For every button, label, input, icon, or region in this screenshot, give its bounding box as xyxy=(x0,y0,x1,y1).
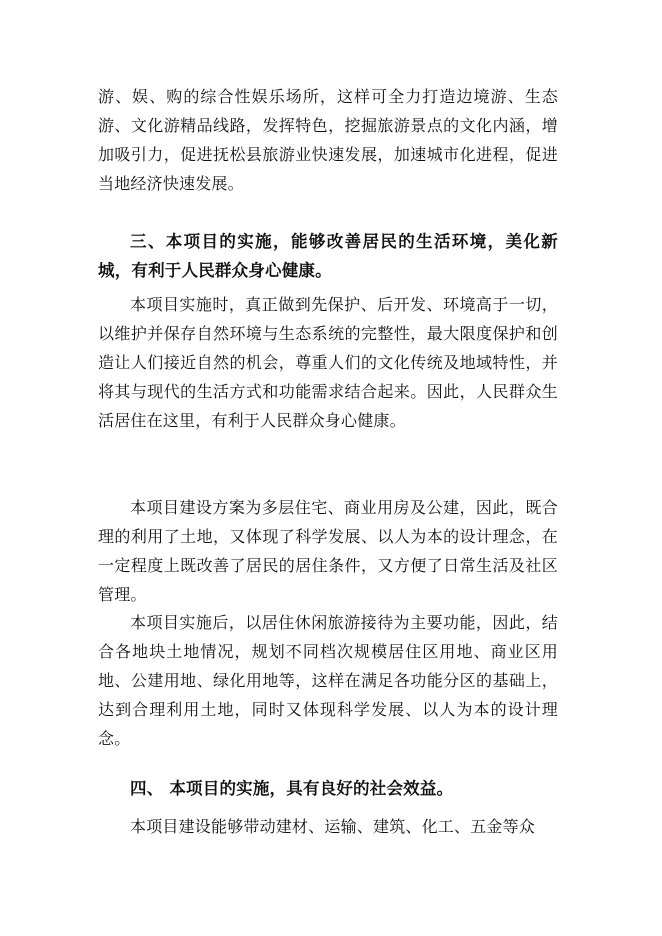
paragraph-land-use-planning: 本项目实施后，以居住休闲旅游接待为主要功能，因此，结合各地块土地情况，规划不同档次规模居住区用地、商业区用地、公建用地、绿化用地等，这样在满足各功能分区的基础上，达到合理利用土地，同时又体现科学发展、以人为本的设计理念。 xyxy=(98,613,558,748)
paragraph-construction-plan: 本项目建设方案为多层住宅、商业用房及公建，因此，既合理的利用了土地，又体现了科学发展、以人为本的设计理念，在一定程度上既改善了居民的居住条件，又方便了日常生活及社区管理。 xyxy=(98,498,558,604)
section-heading-three: 三、本项目的实施，能够改善居民的生活环境，美化新城，有利于人民群众身心健康。 xyxy=(98,232,558,280)
paragraph-social-benefits: 本项目建设能够带动建材、运输、建筑、化工、五金等众 xyxy=(130,817,536,836)
paragraph-tourism-development: 游、娱、购的综合性娱乐场所，这样可全力打造边境游、生态游、文化游精品线路，发挥特色，挖掘旅游景点的文化内涵，增加吸引力，促进抚松县旅游业快速发展，加速城市化进程，促进当地经济快速发展。 xyxy=(98,87,558,193)
paragraph-environment-protection: 本项目实施时，真正做到先保护、后开发、环境高于一切，以维护并保存自然环境与生态系统的完整性，最大限度保护和创造让人们接近自然的机会，尊重人们的文化传统及地域特性，并将其与现代的生活方式和功能需求结合起来。因此，人民群众生活居住在这里，有利于人民群众身心健康。 xyxy=(98,295,558,430)
section-heading-four: 四、 本项目的实施，具有良好的社会效益。 xyxy=(130,779,454,798)
